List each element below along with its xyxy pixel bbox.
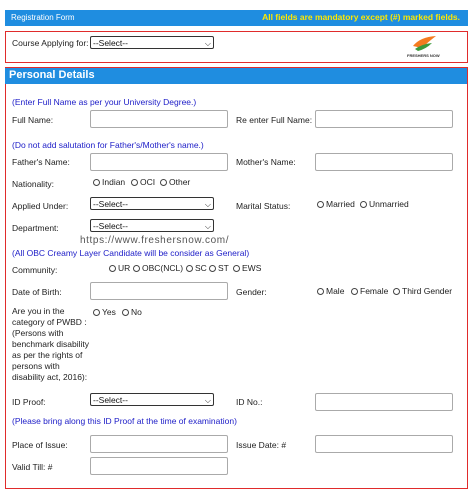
pwbd-category-label: Are you in the category of PWBD : (Persons with benchmark disability as per the rights of persons with disability act, 2016):: [12, 306, 90, 382]
radio-icon: [133, 265, 140, 272]
full-name-input[interactable]: [90, 110, 228, 128]
radio-icon: [317, 201, 324, 208]
valid-till-input[interactable]: [90, 457, 228, 475]
mother-name-input[interactable]: [315, 153, 453, 171]
marital-radio-married[interactable]: Married: [317, 199, 355, 209]
salutation-hint: (Do not add salutation for Father's/Mother's name.): [12, 140, 204, 150]
chevron-down-icon: ⌵: [204, 222, 211, 231]
radio-icon: [393, 288, 400, 295]
father-name-input[interactable]: [90, 153, 228, 171]
applied-under-select[interactable]: [90, 197, 214, 210]
valid-till-label: Valid Till: #: [12, 462, 53, 472]
nationality-radio-other[interactable]: Other: [160, 177, 190, 187]
community-label: Community:: [12, 265, 58, 275]
personal-details-header: [5, 67, 467, 84]
watermark-url: https://www.freshersnow.com/: [80, 235, 230, 246]
radio-icon: [209, 265, 216, 272]
personal-details-title: Personal Details: [9, 69, 95, 81]
radio-icon: [233, 265, 240, 272]
id-no-input[interactable]: [315, 393, 453, 411]
radio-icon: [109, 265, 116, 272]
father-name-label: Father's Name:: [12, 157, 70, 167]
gender-radio-third-gender[interactable]: Third Gender: [393, 286, 452, 296]
radio-icon: [360, 201, 367, 208]
community-radio-ews[interactable]: EWS: [233, 263, 261, 273]
id-proof-select-value: --Select--: [93, 395, 128, 405]
radio-icon: [160, 179, 167, 186]
department-label: Department:: [12, 223, 59, 233]
nationality-label: Nationality:: [12, 179, 55, 189]
community-radio-st[interactable]: ST: [209, 263, 229, 273]
place-of-issue-label: Place of Issue:: [12, 440, 68, 450]
nationality-radio-oci[interactable]: OCI: [131, 177, 155, 187]
full-name-hint: (Enter Full Name as per your University Degree.): [12, 97, 197, 107]
chevron-down-icon: ⌵: [204, 200, 211, 209]
id-proof-label: ID Proof:: [12, 397, 46, 407]
marital-status-label: Marital Status:: [236, 201, 291, 211]
community-radio-sc[interactable]: SC: [186, 263, 207, 273]
mother-name-label: Mother's Name:: [236, 157, 296, 167]
reenter-full-name-label: Re enter Full Name:: [236, 115, 313, 125]
mandatory-fields-note: All fields are mandatory except (#) marked fields.: [262, 12, 460, 22]
course-select-value: --Select--: [93, 38, 128, 48]
date-of-birth-label: Date of Birth:: [12, 287, 62, 297]
radio-icon: [93, 309, 100, 316]
course-applying-label: Course Applying for:: [12, 38, 89, 48]
gender-label: Gender:: [236, 287, 267, 297]
issue-date-label: Issue Date: #: [236, 440, 287, 450]
course-select[interactable]: [90, 36, 214, 49]
pwbd-radio-no[interactable]: No: [122, 307, 142, 317]
applied-under-select-value: --Select--: [93, 199, 128, 209]
registration-form-bar: [5, 10, 468, 26]
radio-icon: [122, 309, 129, 316]
id-no-label: ID No.:: [236, 397, 263, 407]
chevron-down-icon: ⌵: [204, 396, 211, 405]
obc-creamy-layer-hint: (All OBC Creamy Layer Candidate will be consider as General): [12, 248, 250, 258]
id-proof-hint: (Please bring along this ID Proof at the time of examination): [12, 416, 237, 426]
place-of-issue-input[interactable]: [90, 435, 228, 453]
radio-icon: [186, 265, 193, 272]
gender-radio-female[interactable]: Female: [351, 286, 388, 296]
bird-logo-icon: [410, 34, 438, 54]
community-radio-obc-ncl[interactable]: OBC(NCL): [133, 263, 183, 273]
chevron-down-icon: ⌵: [204, 39, 211, 48]
nationality-radio-indian[interactable]: Indian: [93, 177, 125, 187]
pwbd-radio-yes[interactable]: Yes: [93, 307, 116, 317]
radio-icon: [131, 179, 138, 186]
registration-form-label: Registration Form: [11, 13, 75, 22]
radio-icon: [93, 179, 100, 186]
department-select[interactable]: [90, 219, 214, 232]
logo-text: FRESHERS NOW: [407, 53, 440, 58]
community-radio-ur[interactable]: UR: [109, 263, 130, 273]
date-of-birth-input[interactable]: [90, 282, 228, 300]
department-select-value: --Select--: [93, 221, 128, 231]
reenter-full-name-input[interactable]: [315, 110, 453, 128]
gender-radio-male[interactable]: Male: [317, 286, 344, 296]
marital-radio-unmarried[interactable]: Unmarried: [360, 199, 409, 209]
issue-date-input[interactable]: [315, 435, 453, 453]
applied-under-label: Applied Under:: [12, 201, 69, 211]
id-proof-select[interactable]: [90, 393, 214, 406]
radio-icon: [351, 288, 358, 295]
full-name-label: Full Name:: [12, 115, 54, 125]
radio-icon: [317, 288, 324, 295]
